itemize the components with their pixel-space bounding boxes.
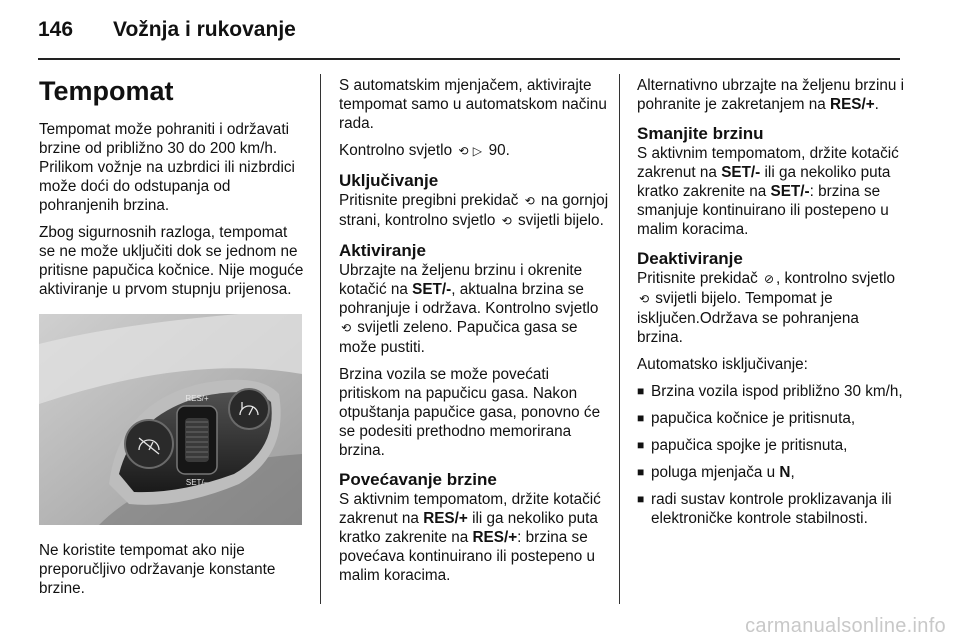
cruise-off-icon: ⊘	[763, 272, 775, 286]
column-1-bottom	[39, 541, 307, 606]
steering-wheel-photo	[39, 314, 302, 525]
cruise-control-icon: ⟲	[638, 292, 650, 306]
column-1	[39, 76, 307, 307]
alternative-paragraph: Alternativno ubrzajte na željenu brzinu i pohranite je zakretanjem na RES/+.	[637, 77, 905, 113]
cruise-control-icon: ⟲	[458, 144, 469, 158]
automatic-paragraph: S automatskim mjenjačem, aktivirajte tempomat samo u automatskom načinu rada.	[339, 77, 607, 132]
page-number: 146	[38, 18, 74, 41]
deactivation-paragraph: Pritisnite prekidač ⊘ , kontrolno svjetlo ⟲ svijetli bijelo. Tempomat je isključen.Održava se pohranjena brzina.	[637, 270, 896, 346]
res-plus-label: RES/+	[185, 394, 209, 403]
column-3	[637, 76, 907, 536]
cruise-control-icon: ⟲	[340, 321, 352, 335]
arrow-icon: ▷	[472, 144, 482, 158]
auto-off-heading: Automatsko isključivanje:	[637, 356, 808, 373]
heading-switch-on: Uključivanje	[339, 171, 439, 190]
page-header	[38, 18, 296, 42]
heading-increase-speed: Povećavanje brzine	[339, 470, 497, 489]
header-rule	[38, 58, 900, 60]
intro-paragraph: Tempomat može pohraniti i održavati brzine od približno 30 do 200 km/h. Prilikom vožnje na uzbrdici ili nizbrdici može doći do odstupanja od pohranjenih brzina.	[39, 121, 295, 214]
switch-on-paragraph: Pritisnite pregibni prekidač ⟲ na gornjoj strani, kontrolno svjetlo ⟲ svijetli bijelo.	[339, 192, 609, 229]
decrease-speed-paragraph: S aktivnim tempomatom, držite kotačić zakrenut na SET/- ili ga nekoliko puta kratko zakrenite na SET/-: brzina se smanjuje kontinuirano ili postepeno u malim koracima.	[637, 145, 899, 238]
heading-activation: Aktiviranje	[339, 241, 426, 260]
heading-decrease-speed: Smanjite brzinu	[637, 124, 764, 143]
list-item: ■ papučica kočnice je pritisnuta,	[637, 409, 907, 428]
cruise-control-icon: ⟲	[524, 194, 535, 208]
cruise-control-icon: ⟲	[501, 214, 512, 228]
column-divider	[320, 74, 321, 604]
list-item: ■ poluga mjenjača u N,	[637, 463, 907, 482]
watermark: carmanualsonline.info	[745, 615, 946, 637]
safety-paragraph: Zbog sigurnosnih razloga, tempomat se ne može uključiti dok se jednom ne pritisne papučica kočnice. Nije moguće aktiviranje u prvom stupnju prijenosa.	[39, 224, 304, 298]
column-2	[339, 76, 609, 593]
warning-paragraph: Ne koristite tempomat ako nije preporučljivo održavanje konstante brzine.	[39, 542, 276, 597]
section-title: Vožnja i rukovanje	[113, 18, 296, 41]
increase-speed-paragraph: S aktivnim tempomatom, držite kotačić zakrenut na RES/+ ili ga nekoliko puta kratko zakrenite na RES/+: brzina se povećava kontinuirano ili postepeno u malim koracima.	[339, 491, 601, 584]
list-item: ■ papučica spojke je pritisnuta,	[637, 436, 907, 455]
page-title: Tempomat	[39, 76, 174, 106]
column-divider	[619, 74, 620, 604]
indicator-paragraph: Kontrolno svjetlo ⟲ ▷ 90.	[339, 142, 510, 159]
activation-paragraph: Ubrzajte na željenu brzinu i okrenite kotačić na SET/-, aktualna brzina se pohranjuje i održava. Kontrolno svjetlo ⟲ svijetli zeleno. Papučica gasa se može pustiti.	[339, 262, 599, 356]
increase-info-paragraph: Brzina vozila se može povećati pritiskom na papučicu gasa. Nakon otpuštanja papučice gasa, ponovno će se podesiti prethodno memorirana brzina.	[339, 366, 601, 459]
list-item: ■ radi sustav kontrole proklizavanja ili elektroničke kontrole stabilnosti.	[637, 490, 907, 528]
heading-deactivation: Deaktiviranje	[637, 249, 743, 268]
list-item: ■ Brzina vozila ispod približno 30 km/h,	[637, 382, 907, 401]
auto-off-list	[637, 382, 907, 528]
set-minus-label: SET/–	[185, 478, 209, 487]
